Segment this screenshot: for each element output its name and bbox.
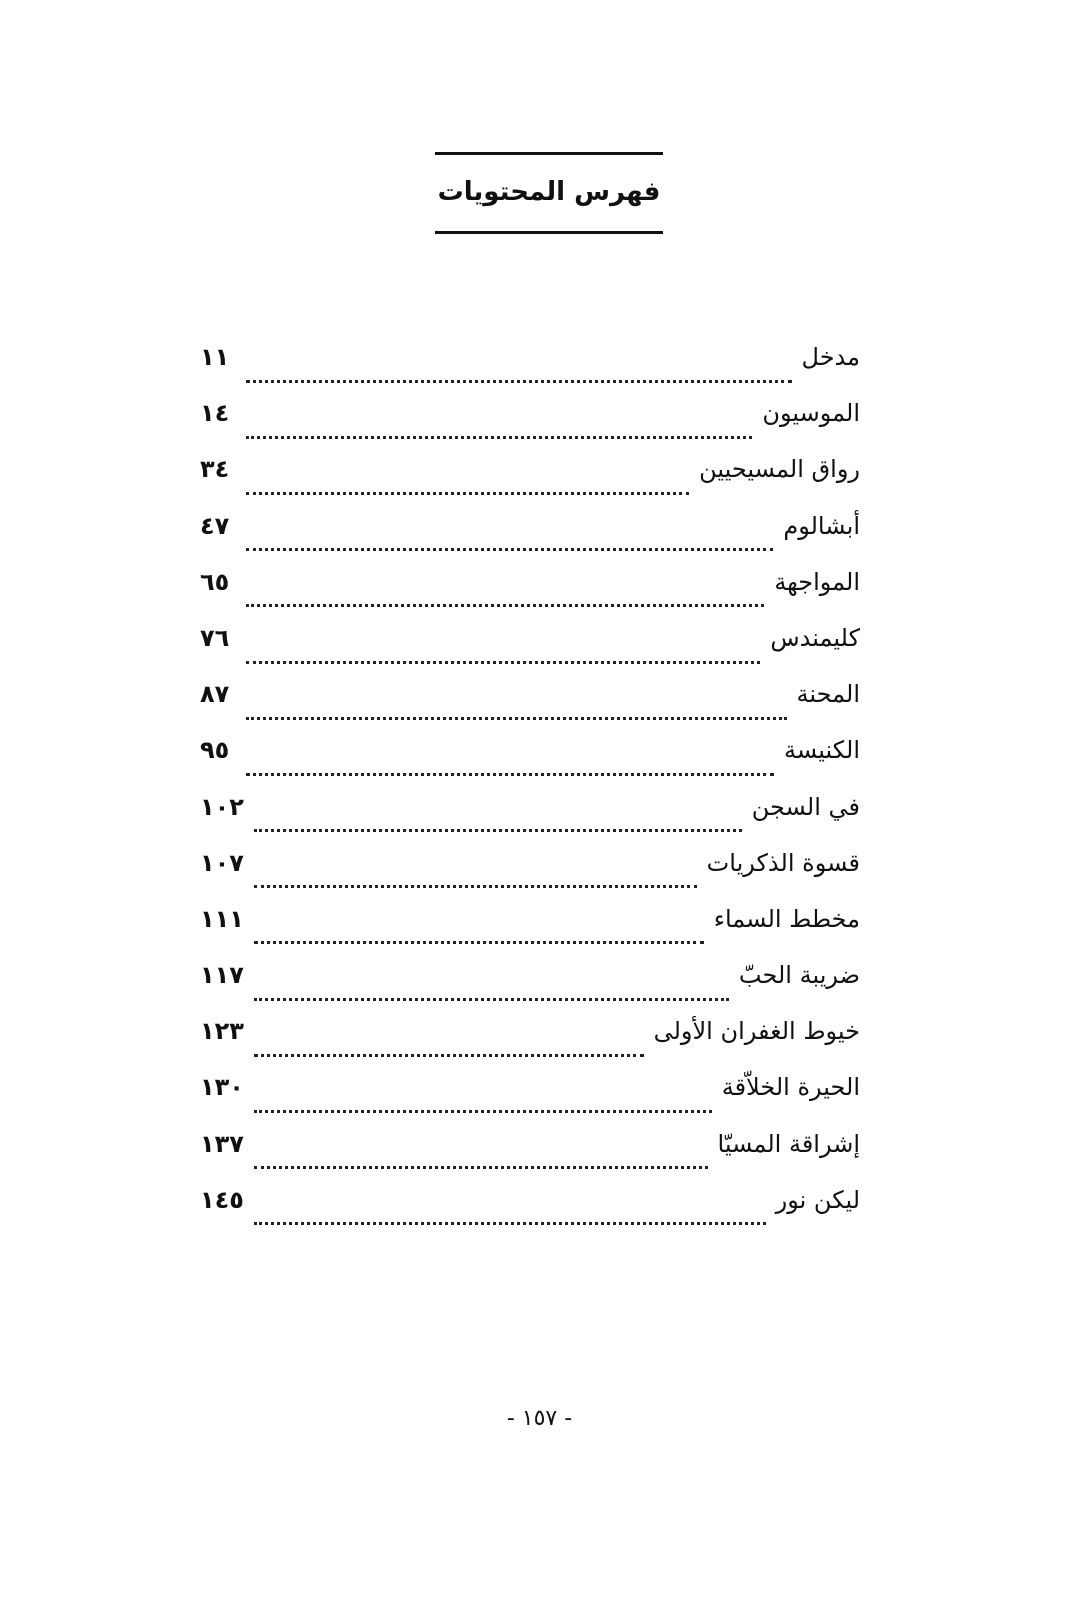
toc-leader-dots bbox=[254, 1110, 712, 1113]
toc-entry-title: قسوة الذكريات bbox=[706, 848, 860, 877]
toc-leader-dots bbox=[246, 492, 689, 495]
toc-entry-title: الحيرة الخلاّقة bbox=[721, 1073, 860, 1102]
toc-entry-title: ليكن نور bbox=[775, 1185, 860, 1214]
toc-leader-dots bbox=[246, 604, 764, 607]
title-bottom-rule bbox=[435, 231, 663, 234]
toc-entry-title: المحنة bbox=[796, 680, 860, 709]
toc-entry bbox=[200, 512, 860, 568]
toc-leader-dots bbox=[254, 1054, 644, 1057]
toc-entry-title: مخطط السماء bbox=[713, 904, 860, 933]
toc-entry-page: ١١٧ bbox=[200, 961, 244, 990]
toc-leader-dots bbox=[246, 773, 774, 776]
toc-entry bbox=[200, 849, 860, 905]
toc-leader-dots bbox=[254, 885, 697, 888]
toc-leader-dots bbox=[254, 1166, 708, 1169]
toc-entry-page: ١٠٧ bbox=[200, 848, 244, 877]
toc-entry-title: رواق المسيحيين bbox=[699, 455, 860, 484]
toc-entry bbox=[200, 568, 860, 624]
toc-entry-title: الموسيون bbox=[762, 399, 860, 428]
toc-entry bbox=[200, 624, 860, 680]
toc-leader-dots bbox=[246, 380, 792, 383]
toc-entry bbox=[200, 1017, 860, 1073]
toc-entry-title: إشراقة المسيّا bbox=[717, 1129, 860, 1158]
toc-entry bbox=[200, 399, 860, 455]
toc-entry-page: ٧٦ bbox=[200, 623, 230, 652]
toc-entry-title: ضريبة الحبّ bbox=[738, 961, 860, 990]
toc-entry-page: ٨٧ bbox=[200, 680, 230, 709]
toc-entry bbox=[200, 961, 860, 1017]
toc-leader-dots bbox=[246, 661, 760, 664]
toc-leader-dots bbox=[246, 548, 773, 551]
toc-entry bbox=[200, 455, 860, 511]
toc-entry-page: ٩٥ bbox=[200, 736, 230, 765]
toc-entry-page: ٦٥ bbox=[200, 567, 230, 596]
toc-leader-dots bbox=[254, 1222, 766, 1225]
toc-entry bbox=[200, 680, 860, 736]
toc-entry-page: ١٣٧ bbox=[200, 1129, 244, 1158]
toc-entry-title: أبشالوم bbox=[783, 511, 860, 540]
toc-leader-dots bbox=[254, 941, 704, 944]
toc-entry-title: كليمندس bbox=[770, 623, 860, 652]
toc-entry-page: ١٤٥ bbox=[200, 1185, 244, 1214]
toc-entry bbox=[200, 1130, 860, 1186]
page-title: فهرس المحتويات bbox=[437, 177, 661, 207]
toc-entry-title: مدخل bbox=[801, 343, 860, 371]
toc-leader-dots bbox=[246, 436, 752, 439]
toc-entry bbox=[200, 1186, 860, 1242]
toc-entry-page: ١٢٣ bbox=[200, 1017, 244, 1046]
toc-entry bbox=[200, 793, 860, 849]
title-block bbox=[435, 152, 663, 234]
toc-entry-title: الكنيسة bbox=[784, 736, 860, 765]
toc-entry-page: ١٠٢ bbox=[200, 792, 244, 821]
toc-entry bbox=[200, 905, 860, 961]
table-of-contents bbox=[200, 343, 860, 1242]
toc-entry bbox=[200, 1073, 860, 1129]
page-number: - ١٥٧ - bbox=[506, 1406, 573, 1431]
toc-entry-title: في السجن bbox=[751, 792, 860, 821]
toc-entry bbox=[200, 343, 860, 399]
toc-leader-dots bbox=[254, 829, 742, 832]
toc-entry-title: خيوط الغفران الأولى bbox=[653, 1017, 860, 1046]
toc-entry-title: المواجهة bbox=[774, 567, 860, 596]
toc-entry-page: ١١ bbox=[200, 343, 230, 371]
toc-entry-page: ١٣٠ bbox=[200, 1073, 244, 1102]
title-top-rule bbox=[435, 152, 663, 155]
toc-entry-page: ١١١ bbox=[200, 904, 244, 933]
toc-entry-page: ٤٧ bbox=[200, 511, 230, 540]
toc-entry-page: ٣٤ bbox=[200, 455, 230, 484]
toc-leader-dots bbox=[254, 998, 729, 1001]
toc-entry-page: ١٤ bbox=[200, 399, 230, 428]
toc-leader-dots bbox=[246, 717, 787, 720]
toc-entry bbox=[200, 736, 860, 792]
